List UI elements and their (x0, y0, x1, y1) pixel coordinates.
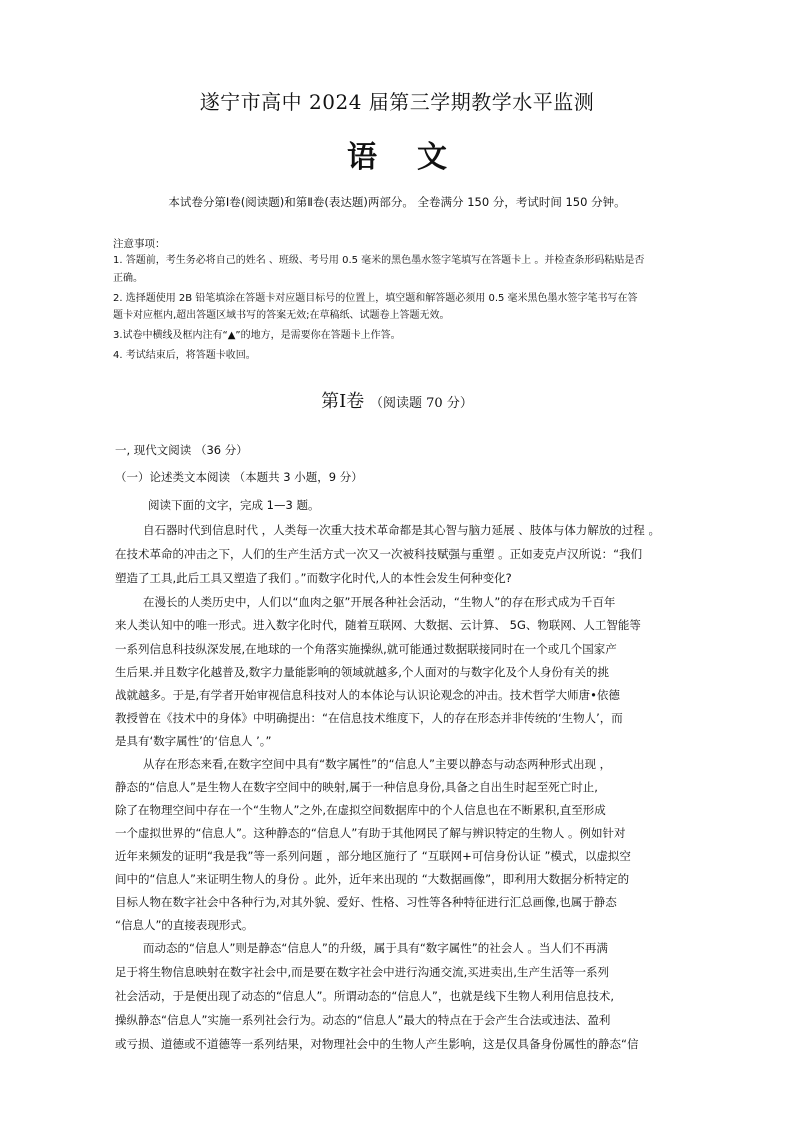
passage-line: 来人类认知中的唯一形式。进入数字化时代，随着互联网、大数据、云计算、 5G、物联网、人工智能等 (115, 618, 641, 632)
section-heading-sub: （阅读题 70 分） (370, 396, 473, 411)
passage-line: 近年来频发的证明“我是我”等一系列问题 ，部分地区施行了 “互联网+可信身份认证 ”模式，以虚拟空 (115, 849, 631, 863)
passage-line: 塑造了工具,此后工具又塑造了我们 。”而数字化时代,人的本性会发生何种变化? (115, 571, 512, 585)
section-heading (0, 387, 794, 413)
passage-line: 或亏损、道德或不道德等一系列结果，对物理社会中的生物人产生影响，这是仅具备身份属性的静态“信 (115, 1037, 639, 1051)
subpart-heading: （一）论述类文本阅读 （本题共 3 小题，9 分） (115, 470, 363, 484)
passage-line: 静态的“信息人”是生物人在数字空间中的映射,属于一种信息身份,具备之自出生时起至死亡时止, (115, 780, 598, 794)
reading-instruction: 阅读下面的文字，完成 1—3 题。 (148, 498, 320, 512)
passage-line: 教授曾在《技术中的身体》中明确提出：“在信息技术维度下，人的存在形态并非传统的‘生物人’，而 (115, 711, 623, 725)
note-item: 4. 考试结束后，将答题卡收回。 (113, 350, 256, 361)
subject-title: 语文 (347, 140, 487, 175)
passage-line: 目标人物在数字社会中各种行为,对其外貌、爱好、性格、习性等各种特征进行汇总画像,也属于静态 (115, 895, 617, 909)
passage-line: 自石器时代到信息时代 ，人类每一次重大技术革命都是其心智与脑力延展 、肢体与体力解放的过程 。 (143, 523, 660, 537)
passage-line: 社会活动，于是便出现了动态的“信息人”。所谓动态的“信息人”，也就是线下生物人利用信息技术, (115, 989, 614, 1003)
passage-line: 在漫长的人类历史中，人们以“血肉之躯”开展各种社会活动，“生物人”的存在形式成为千百年 (143, 595, 616, 609)
note-item: 1. 答题前，考生务必将自己的姓名 、班级、考号用 0.5 毫米的黑色墨水签字笔填写在答题卡上 。并检查条形码粘贴是否 (113, 255, 645, 266)
passage-line: 足于将生物信息映射在数字社会中,而是要在数字社会中进行沟通交流,买进卖出,生产生活等一系列 (115, 965, 609, 979)
note-item: 3.试卷中横线及框内注有“▲”的地方，是需要你在答题卡上作答。 (113, 330, 401, 341)
exam-intro: 本试卷分第Ⅰ卷(阅读题)和第Ⅱ卷(表达题)两部分。 全卷满分 150 分，考试时间 150 分钟。 (168, 195, 626, 209)
passage-line: 战就越多。于是,有学者开始审视信息科技对人的本体论与认识论观念的冲击。技术哲学大师唐•依德 (115, 688, 620, 702)
passage-line: 间中的“信息人”来证明生物人的身份 。此外，近年来出现的 “大数据画像”，即利用大数据分析特定的 (115, 872, 630, 886)
passage-line: 在技术革命的冲击之下，人们的生产生活方式一次又一次被科技赋强与重塑 。正如麦克卢汉所说：“我们 (115, 547, 643, 561)
passage-line: 一个虚拟世界的“信息人”。这种静态的“信息人”有助于其他网民了解与辨识特定的生物人 。例如针对 (115, 826, 626, 840)
passage-line: 从存在形态来看,在数字空间中具有“数字属性”的“信息人”主要以静态与动态两种形式出现 ， (143, 757, 612, 771)
passage-line: “信息人”的直接表现形式。 (115, 918, 254, 932)
part-heading: 一, 现代文阅读 （36 分） (115, 443, 248, 457)
passage-line: 除了在物理空间中存在一个“生物人”之外,在虚拟空间数据库中的个人信息也在不断累积,直至形成 (115, 803, 606, 817)
passage-line: 生后果.并且数字化越普及,数字力量能影响的领域就越多,个人面对的与数字化及个人身份有关的挑 (115, 665, 609, 679)
passage-line: 一系列信息科技纵深发展,在地球的一个角落实施操纵,就可能通过数据联接同时在一个或几个国家产 (115, 642, 617, 656)
note-item: 2. 选择题使用 2B 铅笔填涂在答题卡对应题目标号的位置上，填空题和解答题必须用 0.5 毫米黑色墨水签字笔书写在答 (113, 293, 638, 304)
section-heading-main: 第Ⅰ卷 (321, 391, 365, 412)
note-item: 题卡对应框内,超出答题区域书写的答案无效;在草稿纸、试题卷上答题无效。 (113, 310, 450, 321)
passage-line: 是具有‘数字属性’的‘信息人 ’。” (115, 734, 272, 748)
note-item: 正确。 (113, 273, 143, 284)
passage-line: 操纵静态“信息人”实施一系列社会行为。动态的“信息人”最大的特点在于会产生合法或违法、盈利 (115, 1013, 611, 1027)
notes-title: 注意事项： (113, 238, 166, 250)
exam-title: 遂宁市高中 2024 届第三学期教学水平监测 (199, 90, 595, 114)
passage-line: 而动态的“信息人”则是静态“信息人”的升级，属于具有“数字属性”的社会人 。当人们不再满 (143, 941, 608, 955)
